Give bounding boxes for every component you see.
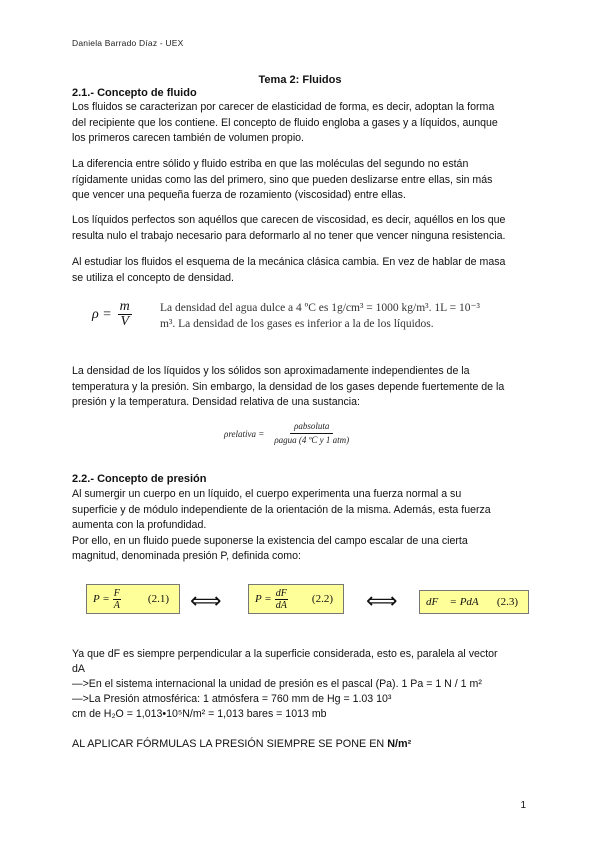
section-heading-pressure: 2.2.- Concepto de presión bbox=[72, 473, 207, 485]
paragraph-solid-vs-fluid: La diferencia entre sólido y fluido estriba en que las moléculas del segundo no están rígidamente unidas como las del primero, sino que pueden deslizarse entre ellas, sin más que vencer una pequeña fuerza de rozamiento (viscosidad) entre ellas. bbox=[72, 158, 493, 202]
relative-density-formula: ρrelativa = $\frac{\text{ρabsoluta}}{\text{ρagua (4 ºC y 1 atm)}}$ bbox=[224, 421, 350, 445]
equation-2-1: P = $\frac{F}{A}$ (2.1) bbox=[86, 584, 180, 614]
paragraph-density-intro: Al estudiar los fluidos el esquema de la mecánica clásica cambia. En vez de hablar de masa se utiliza el concepto de densidad. bbox=[72, 256, 506, 284]
text-line-atm-conversion: cm de H₂O = 1,013•10⁵N/m² = 1,013 bares = 1013 mb bbox=[72, 708, 327, 720]
page-header: Daniela Barrado Díaz - UEX bbox=[72, 38, 184, 48]
equation-2-2: P = $\frac{dF}{dA}$ (2.2) bbox=[248, 584, 344, 614]
double-arrow-icon: ⟺ bbox=[366, 588, 398, 613]
density-note: La densidad del agua dulce a 4 ºC es 1g/cm³ = 1000 kg/m³. 1L = 10⁻³ m³. La densidad de los gases es inferior a la de los líquidos. bbox=[160, 302, 480, 330]
paragraph-pressure-definition: Al sumergir un cuerpo en un líquido, el cuerpo experimenta una fuerza normal a su superficie y de módulo independiente de la orientación de la misma. Además, esta fuerza aumenta con la profundidad. Por ello, en un fluido puede suponerse la existencia del campo escalar de una cierta magnitud, denominada presión P, definida como: bbox=[72, 488, 491, 563]
page-title: Tema 2: Fluidos bbox=[258, 74, 342, 86]
double-arrow-icon: ⟺ bbox=[190, 588, 222, 613]
paragraph-density-dependence: La densidad de los líquidos y los sólidos son aproximadamente independientes de la temperatura y la presión. Sin embargo, la densidad de los gases depende fuertemente de la presión y la temperatura. Densidad relativa de una sustancia: bbox=[72, 365, 505, 409]
density-formula: ρ = $\frac{m}{V}$ bbox=[92, 299, 130, 329]
pressure-units-note: AL APLICAR FÓRMULAS LA PRESIÓN SIEMPRE SE PONE EN N/m² bbox=[72, 738, 412, 750]
page-number: 1 bbox=[520, 800, 526, 811]
section-heading-fluid: 2.1.- Concepto de fluido bbox=[72, 87, 197, 99]
text-line-atm: —>La Presión atmosférica: 1 atmósfera = 760 mm de Hg = 1.03 10³ bbox=[72, 693, 392, 705]
paragraph-fluid-definition: Los fluidos se caracterizan por carecer de elasticidad de forma, es decir, adoptan la forma del recipiente que los contiene. El concepto de fluido engloba a gases y a líquidos, aunque los primeros carecen también de volumen propio. bbox=[72, 101, 498, 145]
text-line: Ya que dF es siempre perpendicular a la superficie considerada, esto es, paralela al vector bbox=[72, 648, 498, 660]
paragraph-perfect-liquids: Los líquidos perfectos son aquéllos que carecen de viscosidad, es decir, aquéllos en los que resulta nulo el trabajo necesario para deformarlo al no tener que vencer ninguna resistencia. bbox=[72, 214, 506, 242]
equation-2-3: dF⃗ = PdA⃗ (2.3) bbox=[419, 590, 529, 614]
text-line: dA bbox=[72, 663, 85, 675]
text-line-si-unit: —>En el sistema internacional la unidad de presión es el pascal (Pa). 1 Pa = 1 N / 1 m² bbox=[72, 678, 482, 690]
